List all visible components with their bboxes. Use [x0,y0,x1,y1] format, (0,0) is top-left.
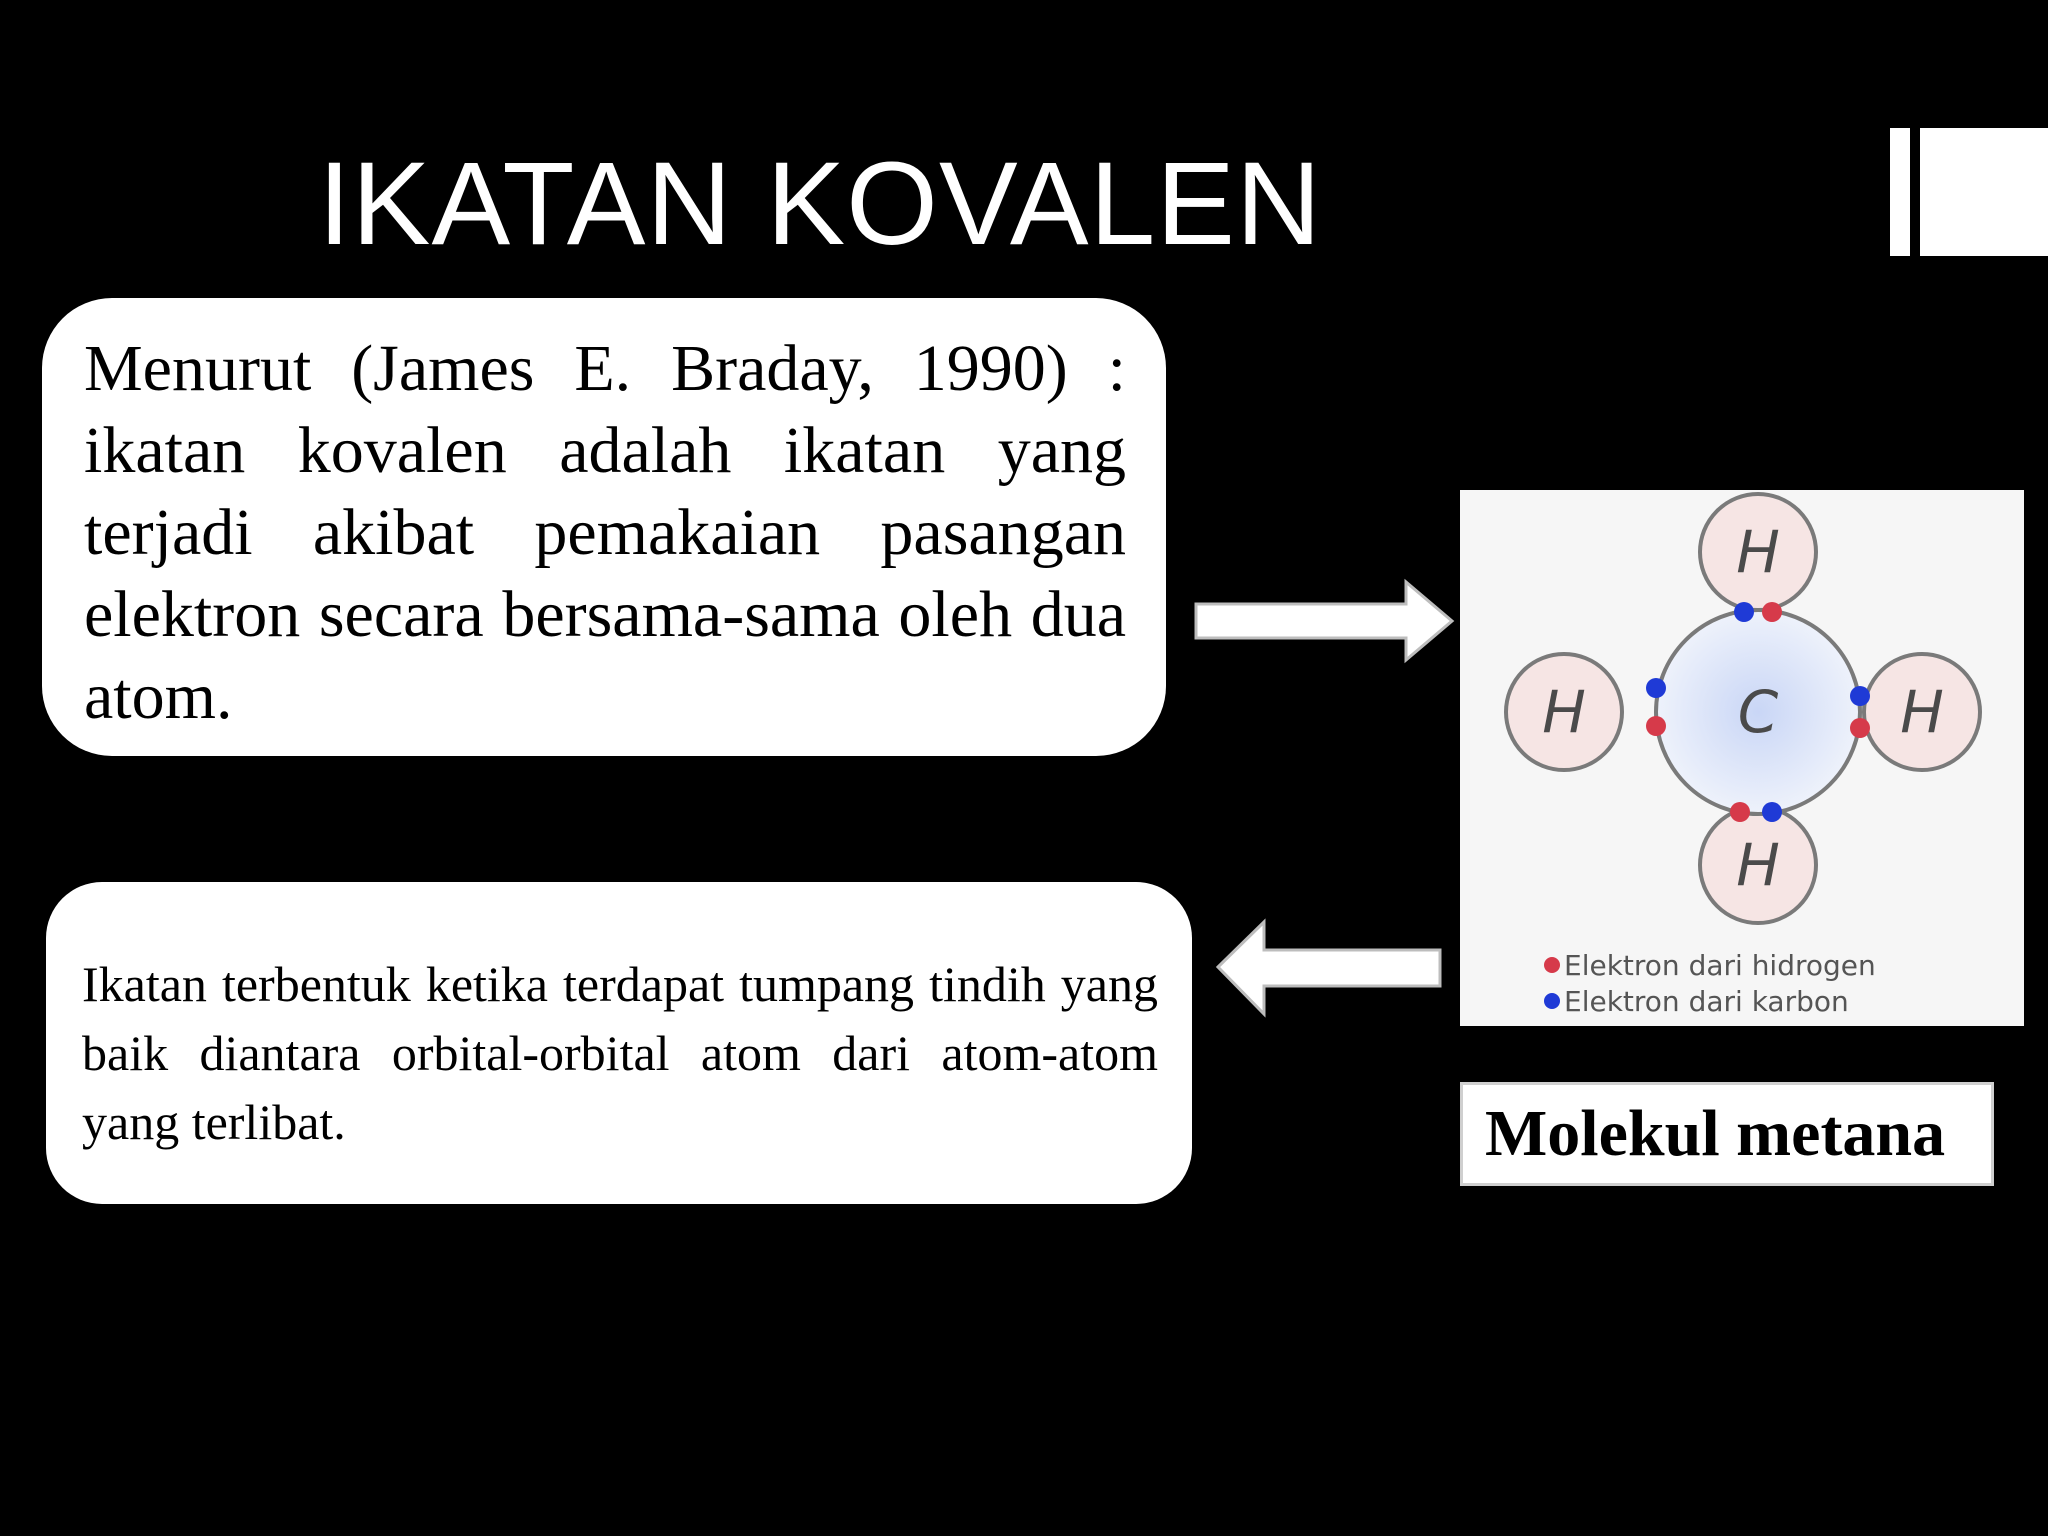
formation-text: Ikatan terbentuk ketika terdapat tumpang tindih yang baik diantara orbital-orbital atom dari atom-atom yang terlibat. [82,956,1158,1150]
electron-hydrogen [1850,718,1870,738]
slide-title: IKATAN KOVALEN [318,138,1323,270]
atom-label-h-bottom: H [1736,831,1780,899]
legend-swatch-hydrogen [1544,957,1560,973]
electron-hydrogen [1762,602,1782,622]
electron-carbon [1762,802,1782,822]
atom-label-c: C [1737,678,1779,746]
legend-label-hydrogen: Elektron dari hidrogen [1564,949,1876,982]
decorative-block [1920,128,2048,256]
electron-carbon [1734,602,1754,622]
legend-label-carbon: Elektron dari karbon [1564,985,1849,1018]
electron-carbon [1646,678,1666,698]
decorative-bar [1890,128,1910,256]
formation-box [46,882,1192,1204]
atom-label-h-left: H [1542,678,1586,746]
definition-text: Menurut (James E. Braday, 1990) : ikatan kovalen adalah ikatan yang terjadi akibat pemakaian pasangan elektron secara bersama-sama oleh dua atom. [84,332,1126,733]
methane-diagram-svg [1460,490,2024,1026]
right-arrow-icon [1190,578,1460,664]
definition-box [42,298,1166,756]
legend-swatch-carbon [1544,993,1560,1009]
electron-hydrogen [1730,802,1750,822]
electron-hydrogen [1646,716,1666,736]
electron-carbon [1850,686,1870,706]
atom-label-h-top: H [1736,518,1780,586]
methane-diagram [1460,490,2024,1026]
left-arrow-icon [1214,918,1444,1018]
atom-label-h-right: H [1900,678,1944,746]
diagram-caption: Molekul metana [1460,1082,1994,1186]
